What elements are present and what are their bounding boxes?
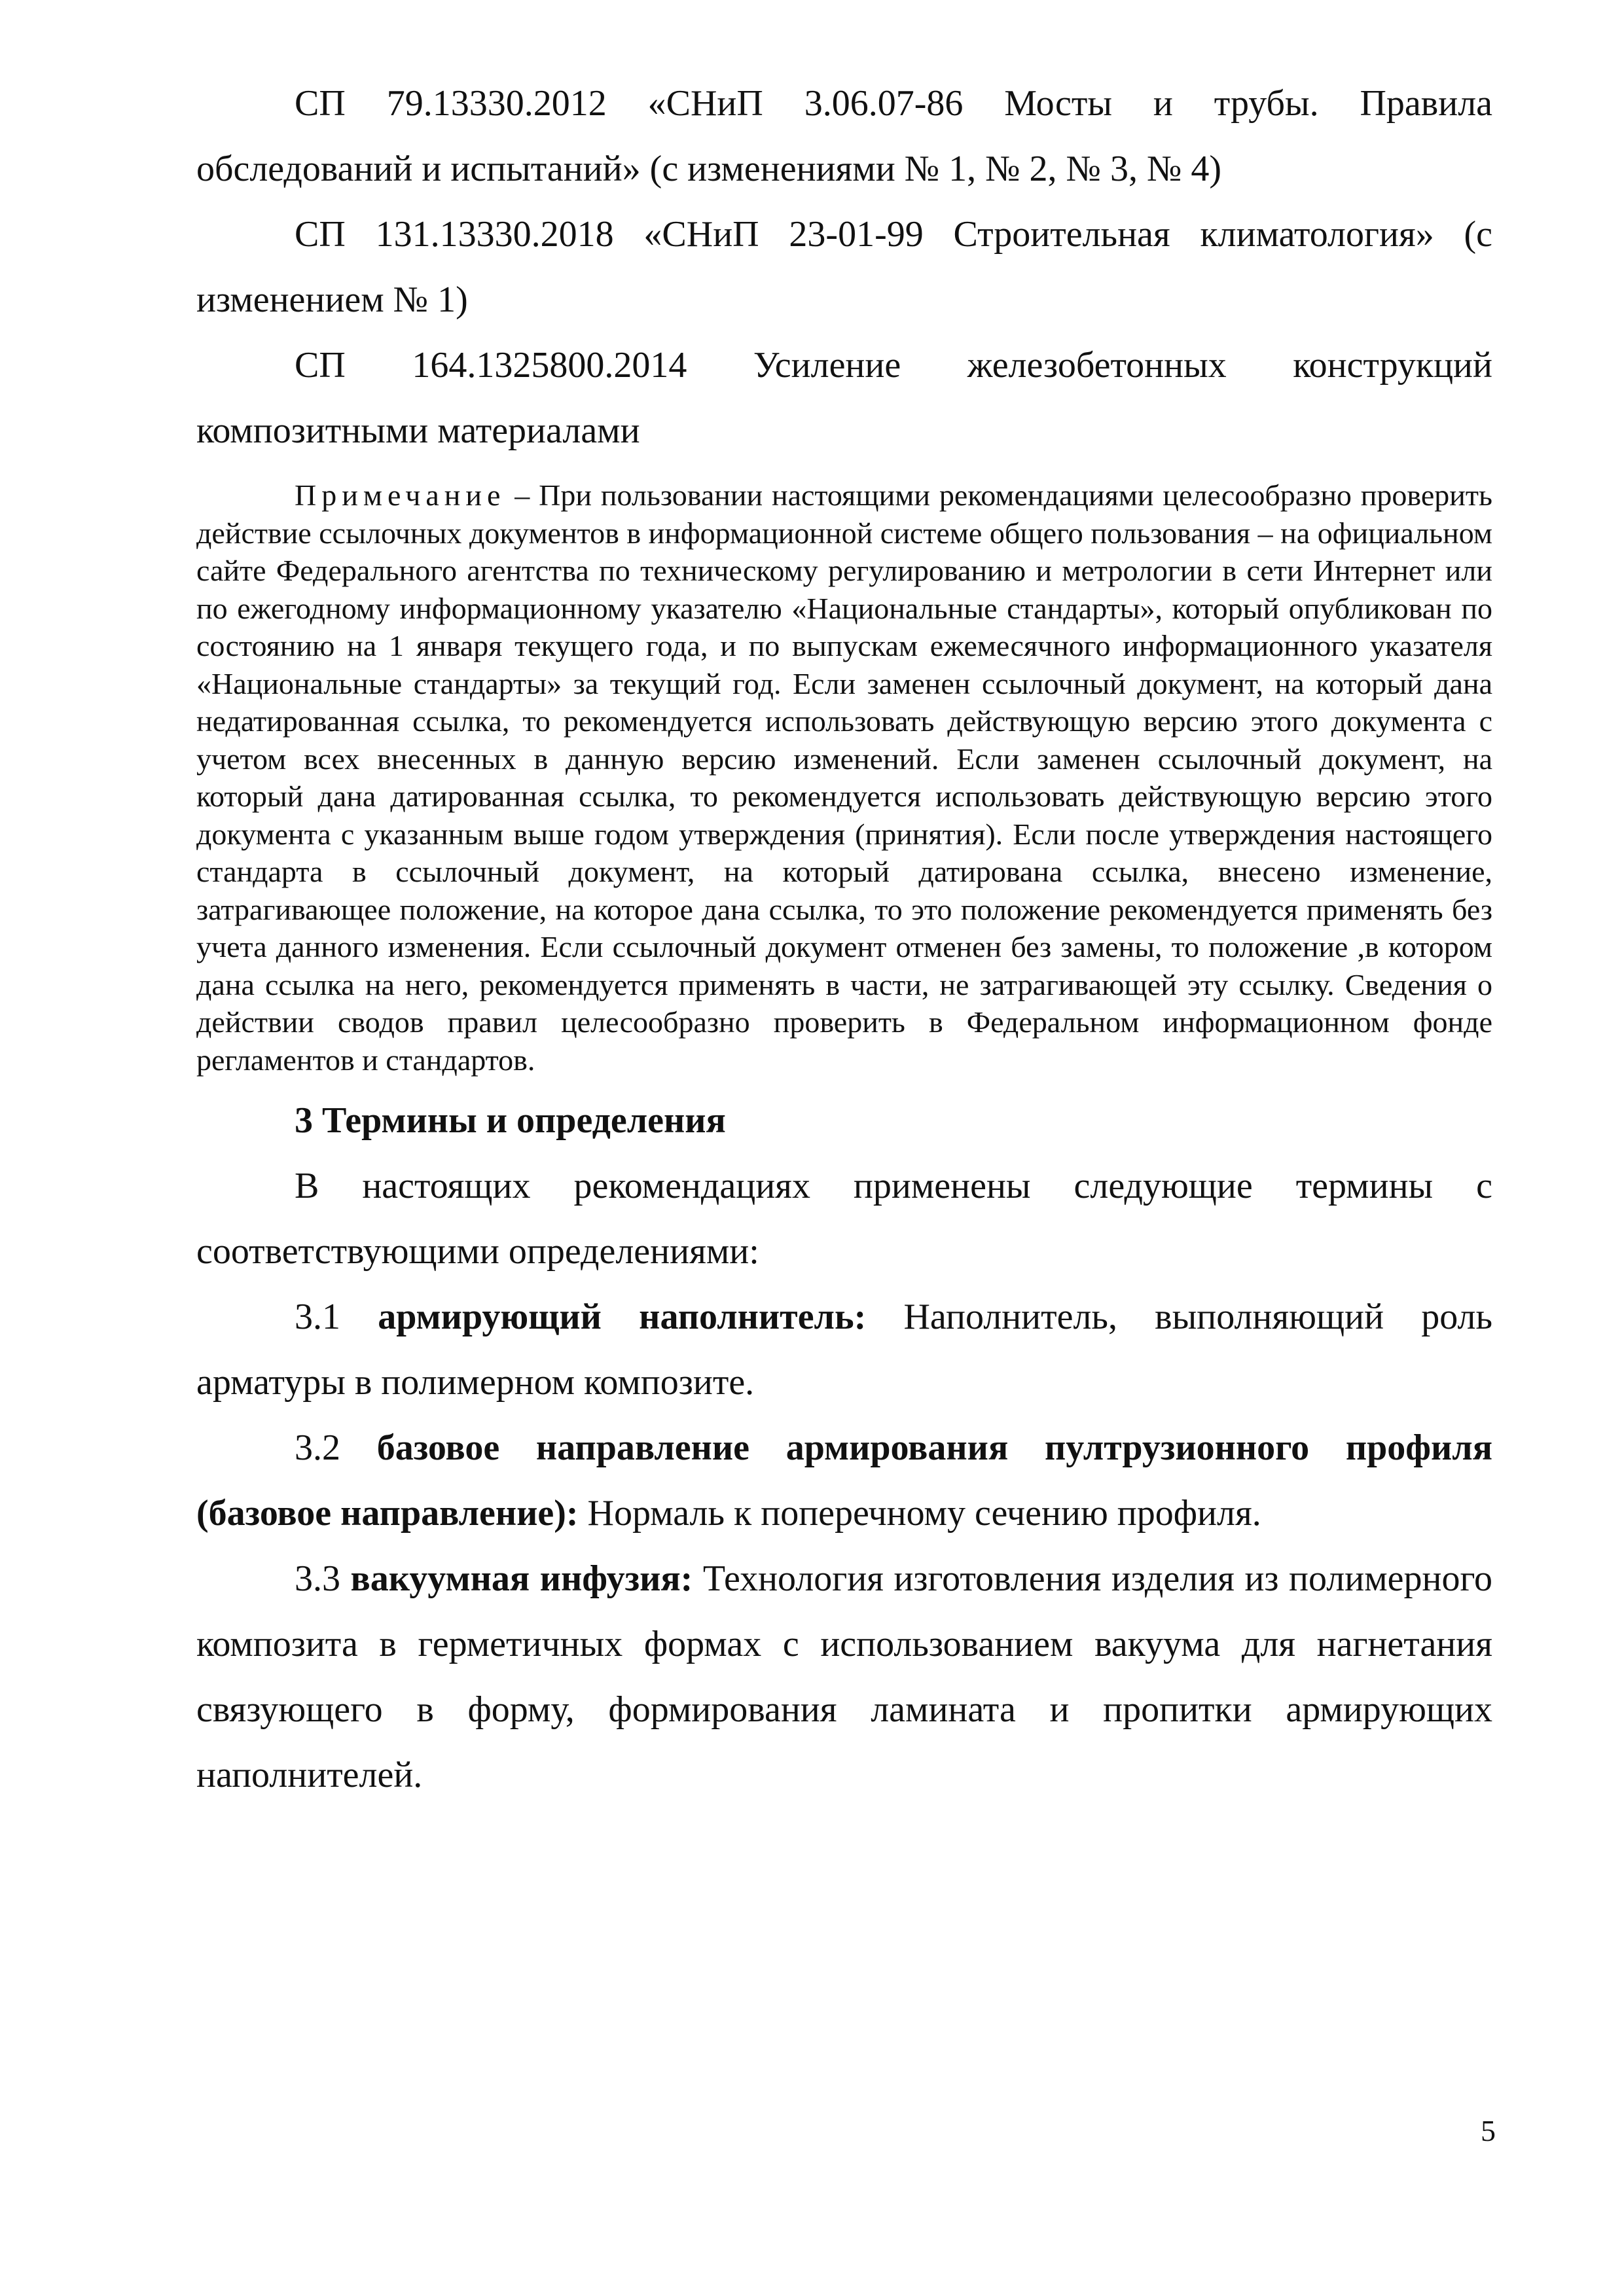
term-entry (196, 1284, 1492, 1415)
page-content (196, 71, 1492, 1808)
reference-title: Усиление железобетонных конструкций композитными материалами (196, 345, 1492, 451)
note-label: Примечание (295, 478, 506, 512)
term-definition: Технология изготовления изделия из полимерного композита в герметичных формах с использованием вакуума для нагнетания связующего в форму, формирования ламината и пропитки армирующих наполнителей. (196, 1558, 1493, 1795)
term-definition: Наполнитель, выполняющий роль арматуры в полимерном композите. (196, 1297, 1493, 1403)
reference-item (196, 202, 1492, 332)
reference-item (196, 332, 1492, 463)
term-entry (196, 1415, 1492, 1546)
term-name: армирующий наполнитель: (378, 1297, 867, 1337)
section-heading: 3 Термины и определения (295, 1100, 726, 1141)
section-intro: В настоящих рекомендациях применены следующие термины с соответствующими определениями: (196, 1166, 1492, 1272)
reference-code: СП 79.13330.2012 (295, 83, 607, 124)
term-definition: Нормаль к поперечному сечению профиля. (587, 1493, 1261, 1534)
page-number: 5 (1481, 2114, 1496, 2147)
note-text: – При пользовании настоящими рекомендациями целесообразно проверить действие ссылочных документов в информационной системе общего пользования – на официальном сайте Федерального агентства по техническому регулированию и метрологии в сети Интернет или по ежегодному информационному указателю «Национальные стандарты», который опубликован по состоянию на 1 января текущего года, и по выпускам ежемесячного информационного указателя «Национальные стандарты» за текущий год. Если заменен ссылочный документ, на который дана недатированная ссылка, то рекомендуется использовать действующую версию этого документа с учетом всех внесенных в данную версию изменений. Если заменен ссылочный документ, на который дана датированная ссылка, то рекомендуется использовать действующую версию этого документа с указанным выше годом утверждения (принятия). Если после утверждения настоящего стандарта в ссылочный документ, на который датирована ссылка, внесено изменение, затрагивающее положение, на которое дана ссылка, то это положение рекомендуется применять без учета данного изменения. Если ссылочный документ отменен без замены, то положение ,в котором дана ссылка на него, рекомендуется применять в части, не затрагивающей эту ссылку. Сведения о действии сводов правил целесообразно проверить в Федеральном информационном фонде регламентов и стандартов. (196, 478, 1492, 1077)
term-name: базовое направление армирования пултрузионного профиля (базовое направление): (196, 1427, 1492, 1534)
note-paragraph (196, 476, 1492, 1079)
reference-title: «СНиП 3.06.07-86 Мосты и трубы. Правила обследований и испытаний» (с изменениями № 1, № 2, № 3, № 4) (196, 83, 1493, 189)
term-number: 3.1 (295, 1297, 340, 1337)
term-entry (196, 1546, 1492, 1808)
reference-code: СП 164.1325800.2014 (295, 345, 687, 386)
term-number: 3.2 (295, 1427, 340, 1468)
reference-item (196, 71, 1492, 202)
term-name: вакуумная инфузия: (350, 1558, 693, 1599)
reference-title: «СНиП 23-01-99 Строительная климатология» (с изменением № 1) (196, 214, 1493, 320)
reference-code: СП 131.13330.2018 (295, 214, 614, 255)
term-number: 3.3 (295, 1558, 340, 1599)
